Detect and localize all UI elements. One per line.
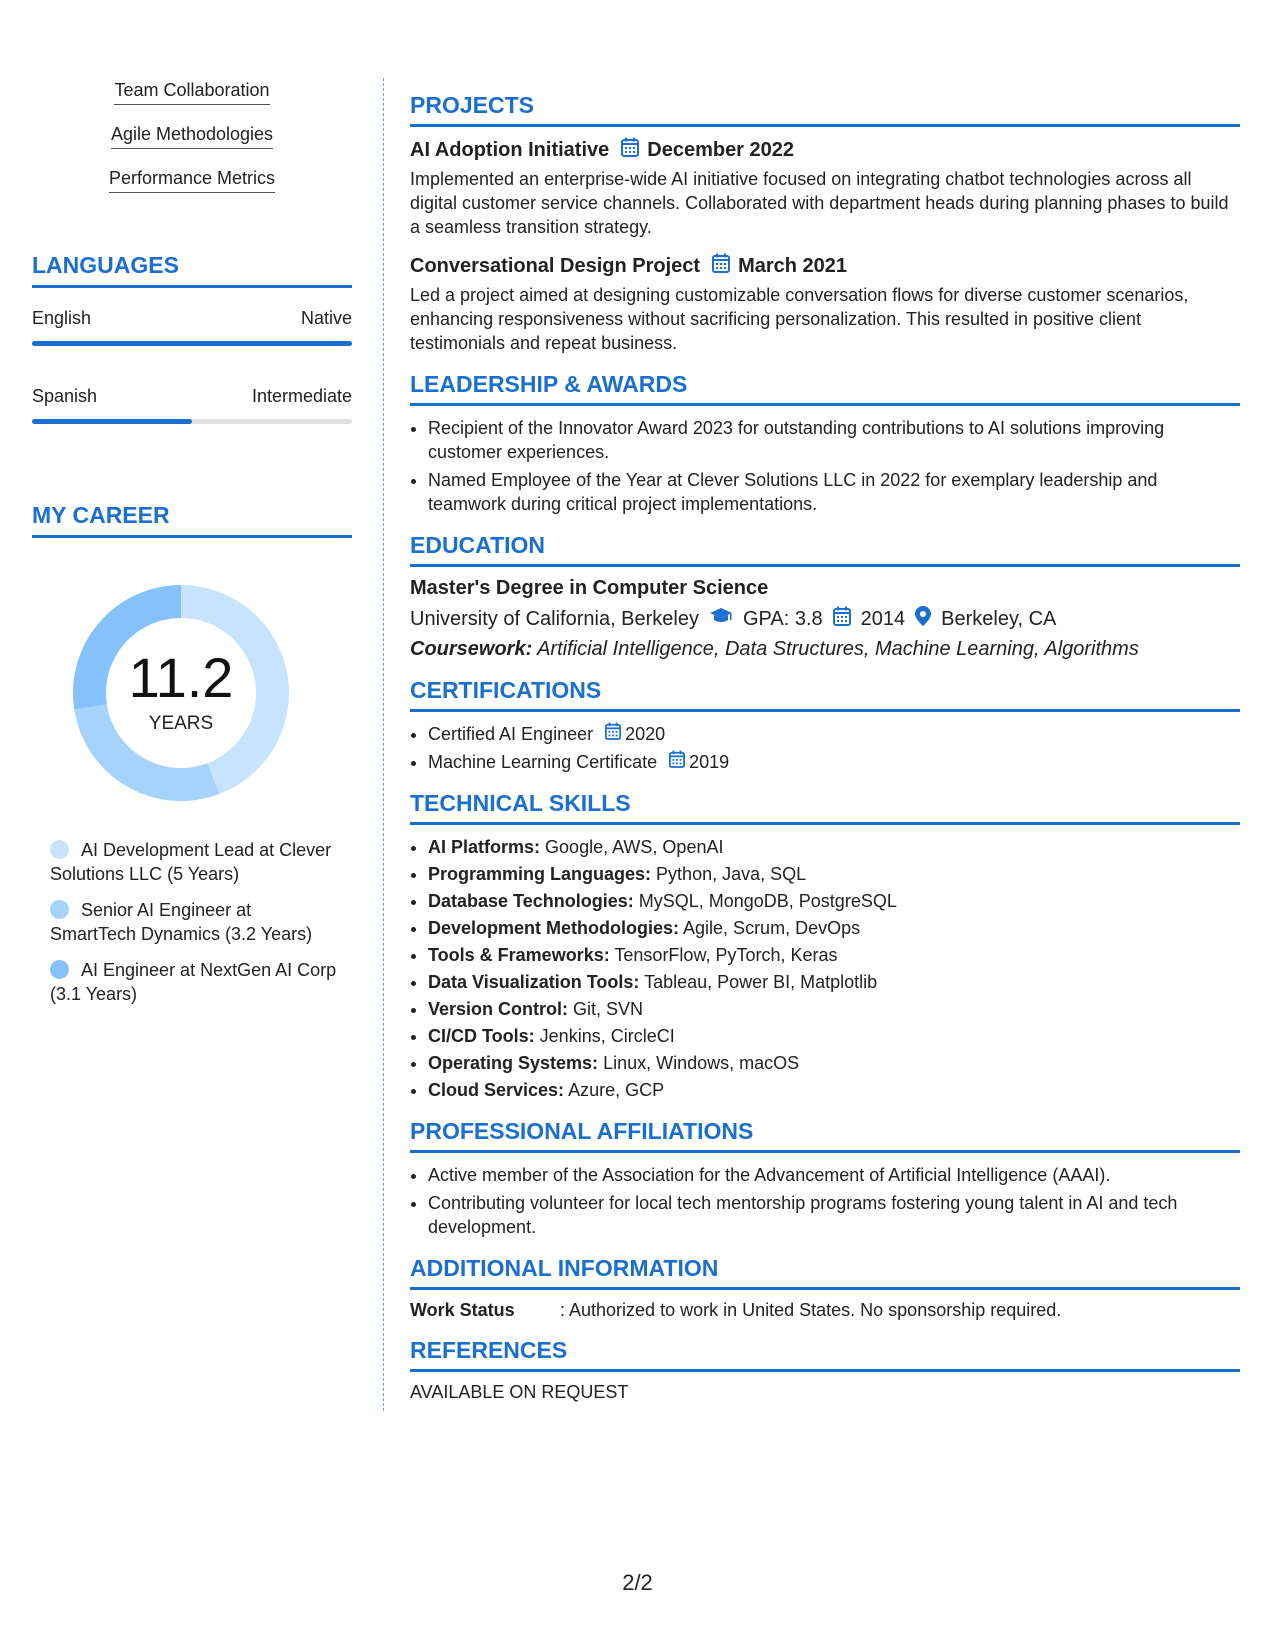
skills-heading: TECHNICAL SKILLS	[410, 790, 1240, 825]
education-location: Berkeley, CA	[941, 607, 1057, 630]
skill-tags	[32, 80, 352, 212]
skill-item	[428, 943, 1240, 967]
skill-item	[428, 970, 1240, 994]
education-gpa: GPA: 3.8	[743, 607, 823, 630]
education-coursework	[410, 638, 1240, 661]
career-legend-item	[50, 958, 340, 1006]
location-pin-icon	[915, 606, 931, 632]
language-name: Spanish	[32, 386, 98, 406]
calendar-icon	[621, 137, 639, 163]
page-number: 2/2	[622, 1570, 653, 1595]
skill-value: Google, AWS, OpenAI	[545, 837, 724, 857]
skill-item	[428, 1024, 1240, 1048]
skill-label: Operating Systems:	[428, 1053, 599, 1073]
calendar-icon	[712, 253, 730, 279]
project-date: March 2021	[738, 254, 848, 277]
skill-label: Development Methodologies:	[428, 918, 680, 938]
project-date: December 2022	[647, 138, 795, 161]
legend-dot	[50, 900, 69, 919]
skill-value: Tableau, Power BI, Matplotlib	[644, 972, 878, 992]
affiliation-item: • Active member of the Association for the Advancement of Artificial Intelligence (AAAI).	[428, 1163, 1240, 1187]
additional-info-section	[410, 1255, 1240, 1321]
projects-heading: PROJECTS	[410, 92, 1240, 127]
skill-value: Git, SVN	[573, 999, 644, 1019]
career-legend-label: Senior AI Engineer at SmartTech Dynamics (3.2 Years)	[50, 900, 313, 944]
language-item	[32, 386, 352, 424]
project-title: Conversational Design Project	[410, 254, 701, 277]
awards-section	[410, 371, 1240, 516]
career-section	[32, 502, 352, 1006]
skill-tag: Performance Metrics	[109, 168, 275, 193]
skill-tag: Agile Methodologies	[111, 124, 273, 149]
references-section	[410, 1337, 1240, 1403]
skill-value: Jenkins, CircleCI	[539, 1026, 675, 1046]
language-proficiency-bar	[32, 419, 352, 424]
career-total-years: 11.2	[128, 646, 234, 709]
skill-item	[428, 862, 1240, 886]
legend-dot	[50, 840, 69, 859]
project-title: AI Adoption Initiative	[410, 138, 610, 161]
education-school: University of California, Berkeley	[410, 607, 699, 630]
skill-label: Database Technologies:	[428, 891, 634, 911]
language-item	[32, 308, 352, 346]
project-description: Implemented an enterprise-wide AI initiative focused on integrating chatbot technologies across all digital customer service channels. Collaborated with department heads during planning phases to build a seamless transition strategy.	[410, 169, 1229, 237]
career-legend-label: AI Engineer at NextGen AI Corp (3.1 Years)	[50, 960, 337, 1004]
skill-value: Linux, Windows, macOS	[603, 1053, 800, 1073]
graduation-cap-icon	[709, 607, 733, 631]
skill-value: Python, Java, SQL	[656, 864, 807, 884]
skills-section	[410, 790, 1240, 1102]
references-text: AVAILABLE ON REQUEST	[410, 1382, 629, 1402]
language-proficiency-fill	[32, 341, 352, 346]
projects-section	[410, 92, 1240, 355]
career-years-label: YEARS	[148, 713, 214, 734]
certification-year: 2019	[689, 752, 730, 772]
affiliations-section	[410, 1118, 1240, 1239]
certifications-section	[410, 677, 1240, 774]
education-heading: EDUCATION	[410, 532, 1240, 567]
skill-item	[428, 916, 1240, 940]
certification-year: 2020	[625, 724, 666, 744]
affiliations-heading: PROFESSIONAL AFFILIATIONS	[410, 1118, 1240, 1153]
certification-name: • Certified AI Engineer	[428, 724, 594, 744]
project-description: Led a project aimed at designing customizable conversation flows for diverse customer scenarios, enhancing responsiveness without sacrificing personalization. This resulted in positive client testimonials and repeat business.	[410, 285, 1189, 353]
career-legend	[32, 838, 352, 1006]
skill-label: Cloud Services:	[428, 1080, 565, 1100]
skill-label: Programming Languages:	[428, 864, 652, 884]
certifications-heading: CERTIFICATIONS	[410, 677, 1240, 712]
career-donut-chart	[66, 578, 296, 808]
calendar-icon	[833, 606, 851, 632]
languages-section	[32, 252, 352, 424]
skill-item	[428, 1051, 1240, 1075]
career-legend-item	[50, 898, 340, 946]
career-legend-item	[50, 838, 340, 886]
certification-item	[428, 722, 1240, 746]
work-status-value: : Authorized to work in United States. No sponsorship required.	[560, 1300, 1062, 1320]
skill-item	[428, 997, 1240, 1021]
award-item: • Named Employee of the Year at Clever Solutions LLC in 2022 for exemplary leadership and teamwork during critical project implementations.	[428, 468, 1240, 516]
affiliation-item: • Contributing volunteer for local tech mentorship programs fostering young talent in AI and tech development.	[428, 1191, 1240, 1239]
left-column	[32, 80, 352, 1018]
award-item: • Recipient of the Innovator Award 2023 for outstanding contributions to AI solutions improving customer experiences.	[428, 416, 1240, 464]
skill-value: MySQL, MongoDB, PostgreSQL	[638, 891, 897, 911]
skill-label: Data Visualization Tools:	[428, 972, 640, 992]
skill-label: Version Control:	[428, 999, 569, 1019]
awards-heading: LEADERSHIP & AWARDS	[410, 371, 1240, 406]
education-year: 2014	[860, 607, 906, 630]
education-section	[410, 532, 1240, 661]
project-item	[410, 137, 1240, 239]
skill-tag: Team Collaboration	[114, 80, 269, 105]
calendar-icon	[605, 722, 621, 746]
career-legend-label: AI Development Lead at Clever Solutions LLC (5 Years)	[50, 840, 332, 884]
language-proficiency-bar	[32, 341, 352, 346]
project-item	[410, 253, 1240, 355]
skill-value: Agile, Scrum, DevOps	[683, 918, 861, 938]
skill-label: CI/CD Tools:	[428, 1026, 535, 1046]
career-heading: MY CAREER	[32, 502, 352, 538]
references-heading: REFERENCES	[410, 1337, 1240, 1372]
coursework-list: Artificial Intelligence, Data Structures, Machine Learning, Algorithms	[537, 638, 1139, 660]
language-level: Intermediate	[251, 386, 352, 406]
languages-heading: LANGUAGES	[32, 252, 352, 288]
skill-label: Tools & Frameworks:	[428, 945, 610, 965]
skill-item	[428, 889, 1240, 913]
skill-label: AI Platforms:	[428, 837, 541, 857]
certification-name: • Machine Learning Certificate	[428, 752, 658, 772]
legend-dot	[50, 960, 69, 979]
language-level: Native	[300, 308, 352, 328]
language-name: English	[32, 308, 92, 328]
column-divider	[383, 78, 384, 1411]
additional-info-heading: ADDITIONAL INFORMATION	[410, 1255, 1240, 1290]
skill-item	[428, 1078, 1240, 1102]
skill-item	[428, 835, 1240, 859]
right-column	[410, 92, 1240, 1419]
skill-value: Azure, GCP	[568, 1080, 665, 1100]
calendar-icon	[669, 750, 685, 774]
language-proficiency-fill	[32, 419, 192, 424]
work-status-label: Work Status	[410, 1300, 515, 1320]
coursework-label: Coursework:	[410, 638, 533, 660]
skill-value: TensorFlow, PyTorch, Keras	[614, 945, 838, 965]
education-degree: Master's Degree in Computer Science	[410, 577, 769, 599]
certification-item	[428, 750, 1240, 774]
